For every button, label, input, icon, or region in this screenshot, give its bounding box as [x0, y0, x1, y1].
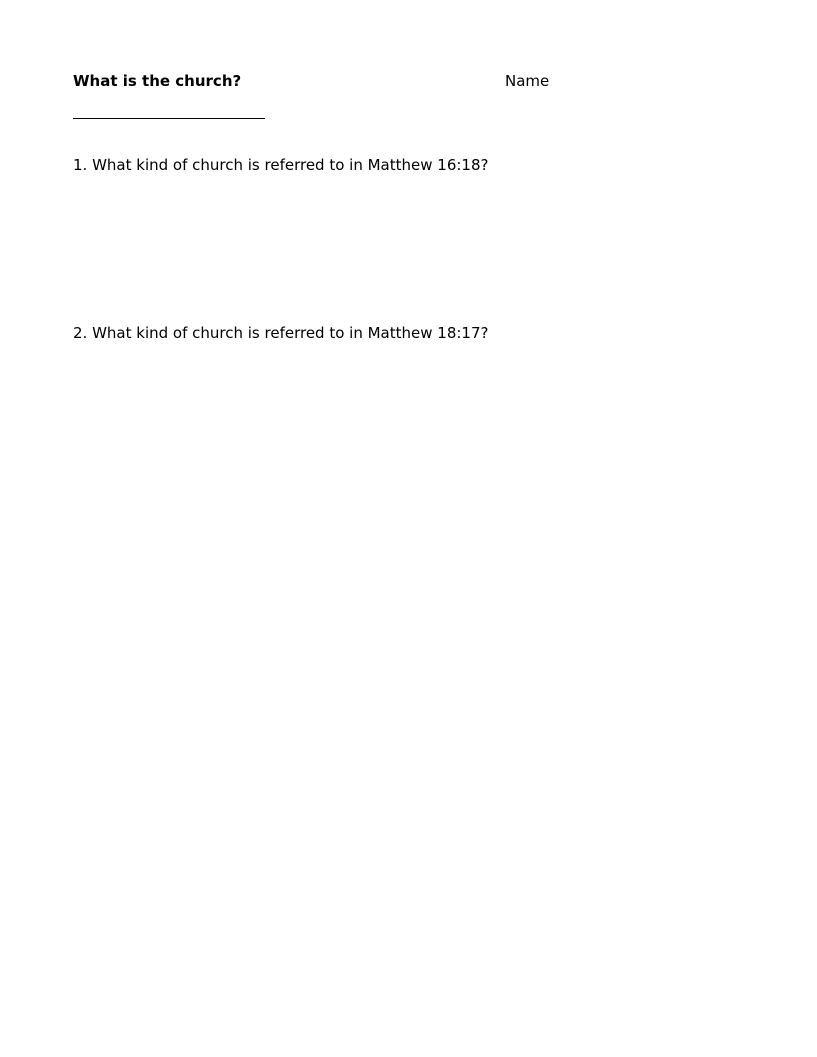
- question-2: 2. What kind of church is referred to in Matthew 18:17?: [73, 324, 489, 342]
- worksheet-title: What is the church?: [73, 72, 242, 90]
- name-label: Name: [505, 72, 550, 90]
- name-blank-line: [73, 118, 265, 119]
- question-1: 1. What kind of church is referred to in Matthew 16:18?: [73, 156, 489, 174]
